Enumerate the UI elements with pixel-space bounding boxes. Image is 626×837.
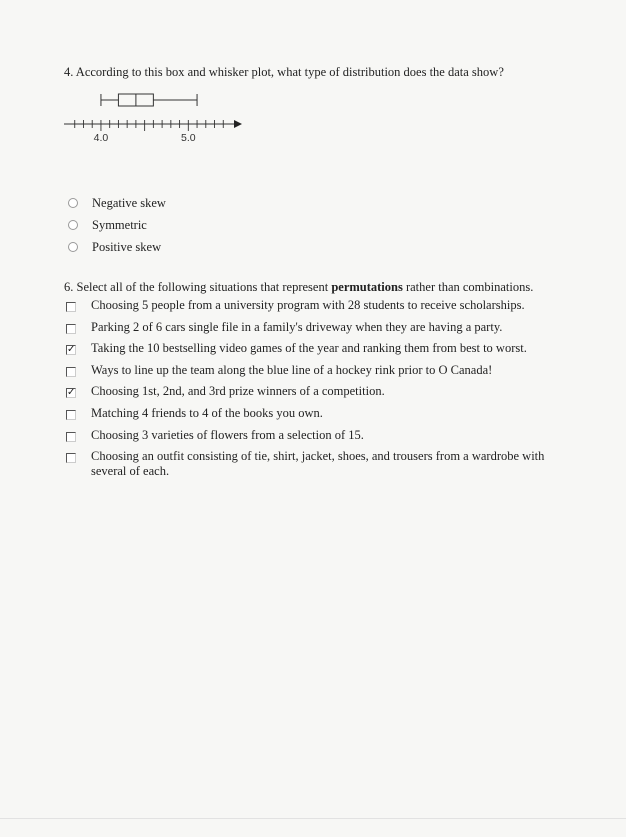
checkbox-option-6[interactable]	[66, 406, 556, 428]
option-positive-skew[interactable]	[68, 236, 166, 258]
checkbox-option-3[interactable]	[66, 341, 556, 363]
page-bottom-edge	[0, 818, 626, 819]
prompt-bold: permutations	[331, 280, 403, 294]
option-label: Choosing 1st, 2nd, and 3rd prize winners of a competition.	[91, 384, 385, 399]
radio-button[interactable]	[68, 242, 78, 252]
radio-button[interactable]	[68, 198, 78, 208]
option-label: Symmetric	[92, 217, 147, 232]
checkbox[interactable]	[66, 432, 76, 442]
checkbox[interactable]	[66, 367, 76, 377]
option-label: Parking 2 of 6 cars single file in a family's driveway when they are having a party.	[91, 319, 503, 334]
option-label: Positive skew	[92, 239, 162, 254]
option-symmetric[interactable]	[68, 214, 166, 236]
box-whisker-plot	[62, 88, 252, 150]
prompt-text: rather than combinations.	[402, 280, 534, 294]
checkbox-option-7[interactable]	[66, 428, 556, 450]
option-label: Ways to line up the team along the blue line of a hockey rink prior to O Canada!	[91, 362, 493, 377]
checkbox[interactable]	[66, 388, 76, 398]
checkbox-option-1[interactable]	[66, 298, 556, 320]
option-label: Matching 4 friends to 4 of the books you own.	[91, 405, 323, 420]
option-label: Negative skew	[92, 195, 166, 210]
option-label: Taking the 10 bestselling video games of the year and ranking them from best to worst.	[91, 341, 527, 356]
checkbox-option-5[interactable]	[66, 384, 556, 406]
checkbox[interactable]	[66, 345, 76, 355]
tick-label: 5.0	[181, 132, 196, 144]
question-4-prompt: 4. According to this box and whisker plot, what type of distribution does the data show?	[64, 65, 504, 79]
question-6-options	[66, 298, 556, 479]
checkbox-option-2[interactable]	[66, 320, 556, 342]
checkbox[interactable]	[66, 453, 76, 463]
checkbox[interactable]	[66, 410, 76, 420]
checkbox[interactable]	[66, 324, 76, 334]
number-line-arrow	[234, 120, 242, 128]
prompt-text: 6. Select all of the following situations that represent	[64, 280, 332, 294]
checkbox-option-8[interactable]	[66, 449, 556, 479]
checkbox-option-4[interactable]	[66, 363, 556, 385]
option-label: Choosing 3 varieties of flowers from a selection of 15.	[91, 427, 364, 442]
tick-label: 4.0	[93, 132, 109, 144]
radio-button[interactable]	[68, 220, 78, 230]
option-label: Choosing an outfit consisting of tie, shirt, jacket, shoes, and trousers from a wardrobe with several of each.	[91, 449, 545, 479]
option-negative-skew[interactable]	[68, 192, 166, 214]
question-6-prompt	[64, 280, 533, 295]
question-4-options	[68, 192, 166, 258]
checkbox[interactable]	[66, 302, 76, 312]
option-label: Choosing 5 people from a university program with 28 students to receive scholarships.	[91, 298, 525, 312]
